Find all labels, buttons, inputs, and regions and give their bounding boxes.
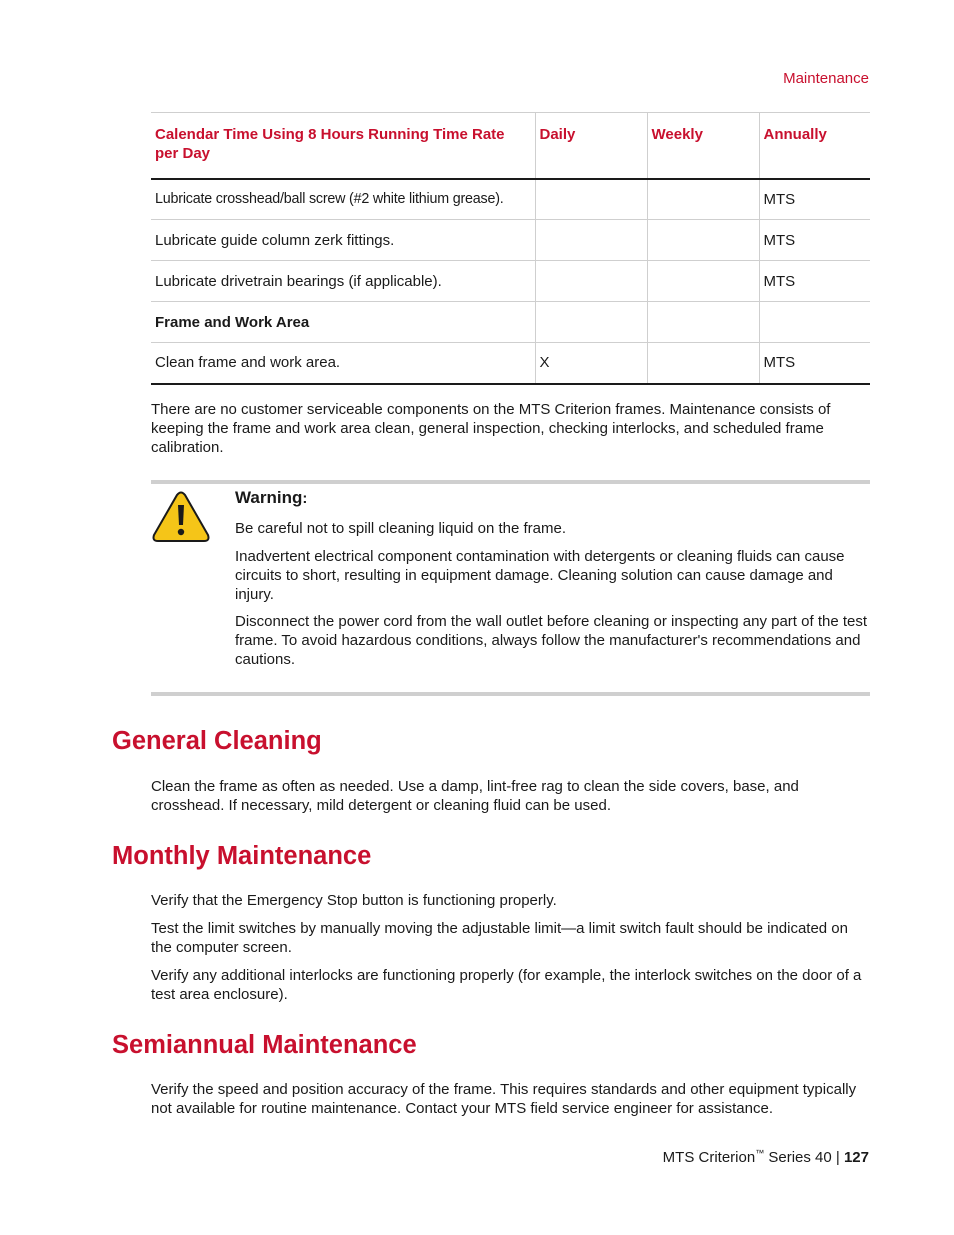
- warning-bottom-rule: [151, 692, 870, 696]
- row-daily: [535, 220, 647, 261]
- semiannual-paragraph: Verify the speed and position accuracy of the frame. This requires standards and other equipment typically not available for routine maintenance. Contact your MTS field service engineer for assistance.: [151, 1081, 857, 1117]
- row-weekly: [647, 302, 759, 343]
- general-cleaning-paragraph: Clean the frame as often as needed. Use a damp, lint-free rag to clean the side covers, base, and crosshead. If necessary, mild detergent or cleaning fluid can be used.: [151, 778, 799, 814]
- column-header-daily: Daily: [535, 113, 647, 179]
- page-footer: [663, 1148, 869, 1166]
- heading-monthly-maintenance: Monthly Maintenance: [112, 842, 372, 870]
- row-weekly: [647, 261, 759, 302]
- table-row: [151, 261, 870, 302]
- page-number: 127: [843, 1149, 869, 1166]
- footer-product: MTS Criterion: [662, 1149, 756, 1166]
- intro-paragraph: There are no customer serviceable components on the MTS Criterion frames. Maintenance consists of keeping the frame and work area clean, general inspection, checking interlocks, and scheduled frame calibration.: [151, 401, 831, 456]
- row-task: Clean frame and work area.: [155, 354, 341, 372]
- table-section-row: [151, 302, 870, 343]
- row-annually: MTS: [759, 261, 870, 302]
- maintenance-schedule-table: [151, 112, 870, 385]
- table-row: [151, 343, 870, 384]
- row-daily: [535, 179, 647, 220]
- monthly-paragraph-3: Verify any additional interlocks are functioning properly (for example, the interlock switches on the door of a test area enclosure).: [151, 967, 862, 1003]
- row-section-title: Frame and Work Area: [155, 313, 310, 331]
- warning-top-rule: [151, 480, 870, 484]
- warning-paragraph-2: Inadvertent electrical component contamination with detergents or cleaning fluids can cause circuits to short, resulting in equipment damage. Cleaning solution can cause damage and injury.: [235, 548, 845, 603]
- column-header-task: Calendar Time Using 8 Hours Running Time Rate per Day: [155, 126, 505, 162]
- row-daily: X: [535, 343, 647, 384]
- warning-title: Warning:: [235, 488, 308, 507]
- heading-semiannual-maintenance: Semiannual Maintenance: [112, 1031, 417, 1059]
- row-task: Lubricate drivetrain bearings (if applicable).: [155, 272, 442, 290]
- monthly-paragraph-2: Test the limit switches by manually moving the adjustable limit—a limit switch fault should be indicated on the computer screen.: [151, 920, 848, 956]
- footer-trademark: ™: [755, 1148, 765, 1158]
- footer-series: Series 40 |: [764, 1149, 844, 1166]
- row-task: Lubricate guide column zerk fittings.: [155, 231, 395, 249]
- row-weekly: [647, 179, 759, 220]
- warning-triangle-icon: [152, 491, 210, 543]
- row-daily: [535, 302, 647, 343]
- column-header-annually: Annually: [759, 113, 870, 179]
- row-weekly: [647, 343, 759, 384]
- table-header-row: [151, 113, 870, 179]
- monthly-paragraph-1: Verify that the Emergency Stop button is functioning properly.: [151, 892, 557, 909]
- row-weekly: [647, 220, 759, 261]
- warning-paragraph-1: Be careful not to spill cleaning liquid on the frame.: [235, 520, 567, 537]
- running-head: Maintenance: [783, 70, 869, 87]
- column-header-weekly: Weekly: [647, 113, 759, 179]
- heading-general-cleaning: General Cleaning: [112, 727, 322, 755]
- row-annually: MTS: [759, 220, 870, 261]
- row-annually: MTS: [759, 343, 870, 384]
- row-daily: [535, 261, 647, 302]
- table-row: [151, 179, 870, 220]
- table-row: [151, 220, 870, 261]
- row-task: Lubricate crosshead/ball screw (#2 white lithium grease).: [155, 191, 504, 208]
- row-annually: MTS: [759, 179, 870, 220]
- row-annually: [759, 302, 870, 343]
- warning-paragraph-3: Disconnect the power cord from the wall outlet before cleaning or inspecting any part of the test frame. To avoid hazardous conditions, always follow the manufacturer's recommendations and cautions.: [235, 613, 868, 668]
